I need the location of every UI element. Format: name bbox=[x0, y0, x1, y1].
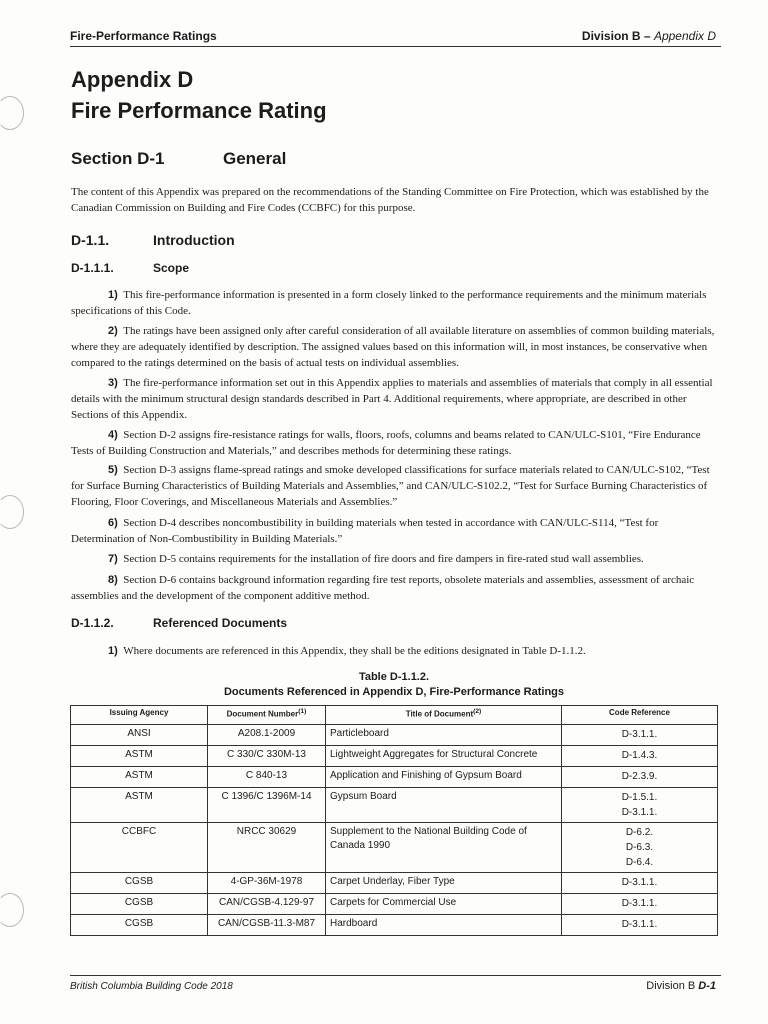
scope-paragraph-1 bbox=[71, 287, 716, 319]
footnote-marker: (2) bbox=[473, 708, 482, 715]
cell-document-number: C 330/C 330M-13 bbox=[208, 746, 326, 767]
code-reference: D-6.3. bbox=[625, 842, 654, 853]
scope-paragraph-7 bbox=[71, 551, 716, 567]
table-row bbox=[71, 823, 718, 873]
header-rule bbox=[70, 46, 721, 47]
table-title: Documents Referenced in Appendix D, Fire-Performance Ratings bbox=[223, 686, 565, 698]
cell-document-number: NRCC 30629 bbox=[208, 823, 326, 873]
paragraph-number: 3) bbox=[108, 377, 118, 389]
scope-paragraph-3 bbox=[71, 375, 716, 423]
cell-agency: ASTM bbox=[71, 767, 208, 788]
cell-agency: ASTM bbox=[71, 788, 208, 823]
paragraph-text: The fire-performance information set out in this Appendix applies to materials and assemblies of materials that comply in all essential details with the minimum structural design standards described in Part 4. Additional requirements, where appropriate, are described in other Sections of this Appendix. bbox=[71, 377, 713, 421]
punch-hole bbox=[0, 96, 24, 130]
header-document-number-label: Document Number bbox=[226, 709, 299, 719]
referenced-documents-table bbox=[70, 705, 718, 936]
paragraph-number: 2) bbox=[108, 325, 118, 337]
scope-name: Scope bbox=[153, 261, 190, 275]
cell-code-reference bbox=[562, 746, 718, 767]
appendix-subtitle: Fire Performance Rating bbox=[71, 98, 327, 123]
section-intro: The content of this Appendix was prepared on the recommendations of the Standing Committee on Fire Protection, which was established by the Canadian Commission on Building and Fire Codes (CCBFC) for this purpose. bbox=[71, 186, 709, 214]
footer-rule bbox=[70, 975, 721, 976]
footer-page-label bbox=[646, 980, 716, 992]
scope-paragraph-8 bbox=[71, 572, 716, 604]
running-header-division bbox=[582, 29, 716, 43]
table-row bbox=[71, 767, 718, 788]
section-number: Section D-1 bbox=[71, 149, 165, 168]
page-title bbox=[71, 64, 327, 126]
cell-agency: CGSB bbox=[71, 915, 208, 936]
paragraph-text: Section D-2 assigns fire-resistance ratings for walls, floors, roofs, columns and beams related to CAN/ULC-S101, “Fire Endurance Tests of Building Construction and Materials,” and describes methods for determining these ratings. bbox=[71, 429, 701, 457]
header-issuing-agency: Issuing Agency bbox=[71, 706, 208, 725]
paragraph-text: Section D-4 describes noncombustibility in building materials when tested in accordance with CAN/ULC-S114, “Test for Determination of Non-Combustibility in Building Materials.” bbox=[71, 517, 659, 545]
referenced-number: D-1.1.2. bbox=[71, 616, 114, 630]
paragraph-number: 1) bbox=[108, 289, 118, 301]
cell-title: Carpet Underlay, Fiber Type bbox=[326, 873, 562, 894]
code-reference: D-6.4. bbox=[625, 857, 654, 868]
cell-document-number: C 840-13 bbox=[208, 767, 326, 788]
cell-title: Application and Finishing of Gypsum Board bbox=[326, 767, 562, 788]
section-name: General bbox=[223, 149, 287, 168]
code-reference: D-3.1.1. bbox=[621, 877, 658, 888]
cell-code-reference bbox=[562, 894, 718, 915]
paragraph-text: The ratings have been assigned only after careful consideration of all available literature on assemblies of common building materials, where they are adequately identified by description. The assigned values based on this information will, in most instances, be conservative when compared to the ratings determined on the basis of actual tests on individual assemblies. bbox=[71, 325, 715, 369]
introduction-name: Introduction bbox=[153, 232, 235, 248]
cell-code-reference bbox=[562, 915, 718, 936]
cell-document-number: CAN/CGSB-11.3-M87 bbox=[208, 915, 326, 936]
scope-paragraph-5 bbox=[71, 462, 716, 510]
cell-document-number: C 1396/C 1396M-14 bbox=[208, 788, 326, 823]
cell-document-number: CAN/CGSB-4.129-97 bbox=[208, 894, 326, 915]
paragraph-number: 4) bbox=[108, 429, 118, 441]
cell-title: Carpets for Commercial Use bbox=[326, 894, 562, 915]
cell-agency: ANSI bbox=[71, 725, 208, 746]
paragraph-text: Section D-5 contains requirements for the installation of fire doors and fire dampers in fire-rated stud wall assemblies. bbox=[123, 553, 644, 565]
paragraph-number: 5) bbox=[108, 464, 118, 476]
cell-document-number: 4-GP-36M-1978 bbox=[208, 873, 326, 894]
scope-number: D-1.1.1. bbox=[71, 261, 114, 275]
cell-title: Gypsum Board bbox=[326, 788, 562, 823]
code-reference: D-6.2. bbox=[625, 827, 654, 838]
header-document-number bbox=[208, 706, 326, 725]
cell-code-reference bbox=[562, 788, 718, 823]
table-row bbox=[71, 725, 718, 746]
table-header-row bbox=[71, 706, 718, 725]
header-title-of-document bbox=[326, 706, 562, 725]
cell-agency: CCBFC bbox=[71, 823, 208, 873]
footer-division: Division B bbox=[646, 980, 699, 992]
cell-title: Lightweight Aggregates for Structural Concrete bbox=[326, 746, 562, 767]
introduction-number: D-1.1. bbox=[71, 232, 110, 248]
introduction-heading bbox=[71, 232, 235, 248]
scope-paragraph-6 bbox=[71, 515, 716, 547]
footnote-marker: (1) bbox=[298, 708, 307, 715]
section-heading bbox=[71, 149, 286, 169]
referenced-heading bbox=[71, 616, 287, 630]
cell-agency: ASTM bbox=[71, 746, 208, 767]
cell-title: Hardboard bbox=[326, 915, 562, 936]
cell-document-number: A208.1-2009 bbox=[208, 725, 326, 746]
paragraph-number: 8) bbox=[108, 574, 118, 586]
table-caption bbox=[70, 670, 718, 700]
code-reference: D-1.4.3. bbox=[621, 750, 658, 761]
punch-hole bbox=[0, 893, 24, 927]
header-division-label: Division B – bbox=[581, 29, 654, 43]
table-row bbox=[71, 746, 718, 767]
paragraph-text: Section D-6 contains background information regarding fire test reports, obsolete materials and assemblies, assessment of archaic assemblies and the development of the component additive method. bbox=[71, 574, 695, 602]
punch-hole bbox=[0, 495, 24, 529]
code-reference: D-3.1.1. bbox=[621, 919, 658, 930]
footer-publication: British Columbia Building Code 2018 bbox=[70, 981, 233, 992]
scope-paragraph-4 bbox=[71, 427, 716, 459]
paragraph-number: 1) bbox=[108, 645, 118, 657]
referenced-paragraph-1 bbox=[71, 643, 716, 659]
cell-code-reference bbox=[562, 823, 718, 873]
running-header-title: Fire-Performance Ratings bbox=[70, 29, 217, 43]
paragraph-text: This fire-performance information is presented in a form closely linked to the performance requirements and the minimum materials specifications of this Code. bbox=[71, 289, 707, 317]
header-title-label: Title of Document bbox=[405, 709, 474, 719]
referenced-name: Referenced Documents bbox=[153, 616, 288, 630]
cell-title: Particleboard bbox=[326, 725, 562, 746]
code-reference: D-3.1.1. bbox=[621, 807, 658, 818]
scope-heading bbox=[71, 261, 189, 275]
paragraph-text: Section D-3 assigns flame-spread ratings and smoke developed classifications for surface materials related to CAN/ULC-S102, “Test for Surface Burning Characteristics of Building Materials and Assemblies,” and CAN/ULC-S102.2, “Test for Surface Burning Characteristics of Flooring, Floor Coverings, and Miscellaneous Materials and Assemblies.” bbox=[71, 464, 710, 508]
code-reference: D-3.1.1. bbox=[621, 729, 658, 740]
table-row bbox=[71, 894, 718, 915]
cell-agency: CGSB bbox=[71, 894, 208, 915]
header-appendix-label: Appendix D bbox=[653, 29, 716, 43]
table-row bbox=[71, 873, 718, 894]
appendix-title: Appendix D bbox=[71, 67, 194, 92]
paragraph-number: 6) bbox=[108, 517, 118, 529]
cell-code-reference bbox=[562, 873, 718, 894]
cell-code-reference bbox=[562, 725, 718, 746]
scope-paragraph-2 bbox=[71, 323, 716, 371]
page-number: D-1 bbox=[698, 980, 716, 992]
paragraph-number: 7) bbox=[108, 553, 118, 565]
paragraph-text: Where documents are referenced in this Appendix, they shall be the editions designated in Table D-1.1.2. bbox=[123, 645, 586, 657]
table-row bbox=[71, 915, 718, 936]
cell-agency: CGSB bbox=[71, 873, 208, 894]
header-code-reference: Code Reference bbox=[562, 706, 718, 725]
table-number: Table D-1.1.2. bbox=[358, 671, 430, 683]
code-reference: D-3.1.1. bbox=[621, 898, 658, 909]
table-row bbox=[71, 788, 718, 823]
code-reference: D-2.3.9. bbox=[621, 771, 658, 782]
cell-code-reference bbox=[562, 767, 718, 788]
cell-title: Supplement to the National Building Code of Canada 1990 bbox=[326, 823, 562, 873]
code-reference: D-1.5.1. bbox=[621, 792, 658, 803]
